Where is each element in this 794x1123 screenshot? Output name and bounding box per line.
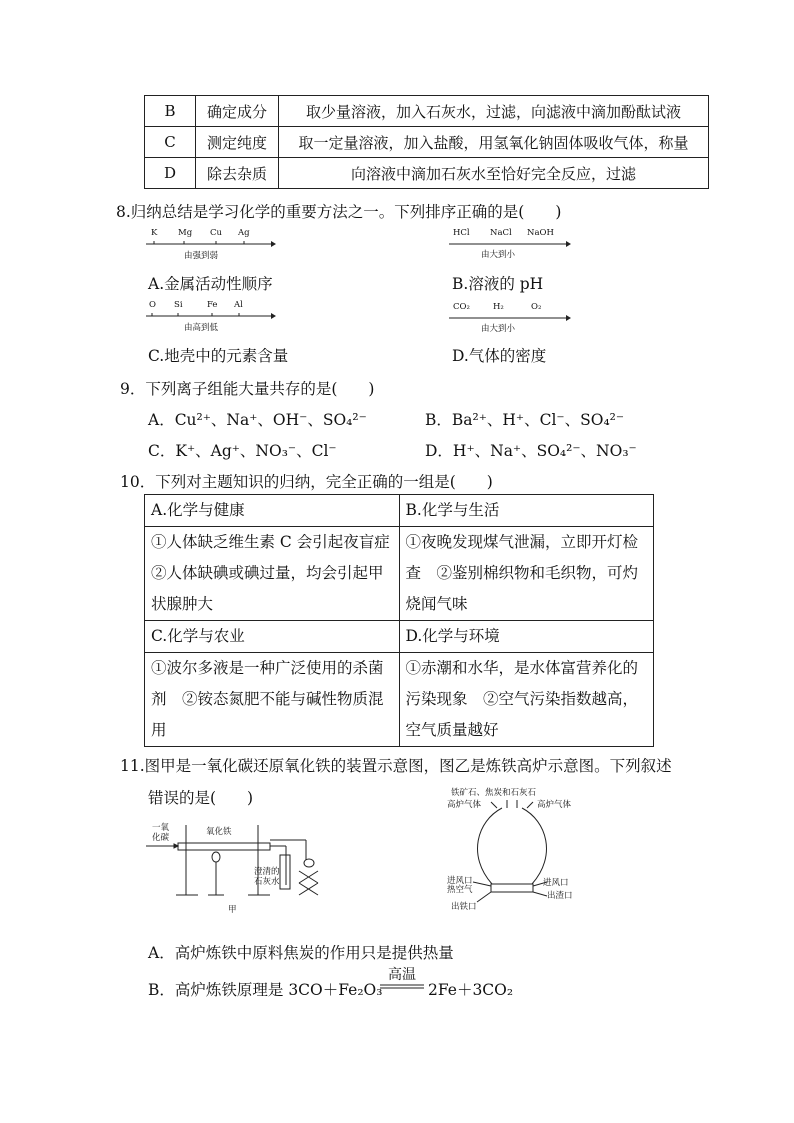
table-cell: ①人体缺乏维生素 C 会引起夜盲症②人体缺碘或碘过量，均会引起甲状腺肿大 (145, 527, 400, 621)
option-11a: A．高炉炼铁中原料焦炭的作用只是提供热量 (148, 944, 454, 962)
figure-label: 热空气 (447, 885, 473, 895)
figure-blast-furnace (447, 786, 607, 914)
figure-label: 氧化铁 (206, 827, 232, 837)
scale-item: Al (234, 300, 243, 310)
scale-caption: 由大到小 (481, 250, 516, 260)
table-cell: B.化学与生活 (399, 495, 654, 527)
scale-b (449, 228, 571, 262)
figure-label: 高炉气体 (447, 800, 482, 810)
scale-item: O₂ (531, 302, 542, 312)
table-cell: D (145, 158, 196, 189)
scale-item: K (151, 228, 158, 238)
question-11-stem: 11.图甲是一氧化碳还原氧化铁的装置示意图，图乙是炼铁高炉示意图。下列叙述 (120, 757, 672, 775)
table-cell: 除去杂质 (196, 158, 279, 189)
equation-condition: 高温 (388, 967, 416, 983)
table-cell: ①波尔多液是一种广泛使用的杀菌剂 ②铵态氮肥不能与碱性物质混用 (145, 653, 400, 747)
option-9b: B．Ba²⁺、H⁺、Cl⁻、SO₄²⁻ (425, 411, 625, 429)
table-cell: 取一定量溶液，加入盐酸，用氢氧化钠固体吸收气体，称量 (279, 127, 709, 158)
table-cell: ①夜晚发现煤气泄漏，立即开灯检查 ②鉴别棉织物和毛织物，可灼烧闻气味 (399, 527, 654, 621)
scale-caption: 由强到弱 (184, 251, 219, 261)
table-cell: 向溶液中滴加石灰水至恰好完全反应，过滤 (279, 158, 709, 189)
table-row (145, 158, 709, 189)
table-cell: 确定成分 (196, 96, 279, 127)
option-9c: C．K⁺、Ag⁺、NO₃⁻、Cl⁻ (148, 442, 337, 460)
scale-c (146, 300, 276, 334)
scale-arrow (146, 240, 276, 248)
figure-label: 石灰水 (254, 877, 280, 887)
table-row (145, 621, 654, 653)
figure-label: 铁矿石、焦炭和石灰石 (451, 788, 537, 798)
scale-arrow (146, 312, 276, 320)
option-9a: A．Cu²⁺、Na⁺、OH⁻、SO₄²⁻ (148, 411, 367, 429)
question-9-stem: 9．下列离子组能大量共存的是( ) (120, 380, 375, 398)
table-row (145, 527, 654, 621)
option-9d: D．H⁺、Na⁺、SO₄²⁻、NO₃⁻ (425, 442, 637, 460)
figure-co-reduction (146, 815, 336, 913)
furnace-drawing (447, 786, 607, 914)
scale-arrow (449, 314, 571, 322)
scale-caption: 由大到小 (481, 324, 516, 334)
equation-left: B．高炉炼铁原理是 3CO＋Fe₂O₃ (148, 981, 383, 999)
scale-item: Mg (178, 228, 193, 238)
scale-item: Cu (210, 228, 222, 238)
figure-label: 进风口 (447, 876, 473, 886)
scale-caption: 由高到低 (184, 323, 219, 333)
apparatus-drawing (146, 815, 336, 905)
equation-right: 2Fe＋3CO₂ (428, 981, 514, 999)
figure-caption: 甲 (228, 905, 237, 915)
scale-a (146, 228, 276, 262)
question-8-stem: 8.归纳总结是学习化学的重要方法之一。下列排序正确的是( ) (116, 203, 562, 221)
figure-label: 一氧 (152, 823, 170, 833)
scale-item: NaOH (527, 228, 554, 238)
topic-table (144, 494, 654, 747)
equation-arrow (380, 984, 424, 990)
table-row (145, 495, 654, 527)
figure-label: 化碳 (152, 833, 170, 843)
table-cell: C.化学与农业 (145, 621, 400, 653)
option-8a: A.金属活动性顺序 (148, 275, 273, 293)
scale-arrow (449, 240, 571, 248)
table-row (145, 96, 709, 127)
option-8d: D.气体的密度 (452, 347, 547, 365)
question-11-stem-2: 错误的是( ) (148, 789, 254, 807)
scale-item: Ag (238, 228, 250, 238)
figure-label: 高炉气体 (537, 800, 572, 810)
scale-item: Fe (207, 300, 218, 310)
figure-label: 澄清的 (254, 867, 280, 877)
figure-label: 进风口 (543, 878, 569, 888)
scale-d (449, 302, 571, 336)
scale-item: CO₂ (453, 302, 470, 312)
scale-item: Si (174, 300, 183, 310)
figure-label: 出铁口 (451, 902, 477, 912)
table-cell: C (145, 127, 196, 158)
table-cell: D.化学与环境 (399, 621, 654, 653)
scale-item: NaCl (490, 228, 512, 238)
option-8c: C.地壳中的元素含量 (148, 347, 289, 365)
table-cell: ①赤潮和水华，是水体富营养化的污染现象 ②空气污染指数越高，空气质量越好 (399, 653, 654, 747)
scale-item: HCl (453, 228, 470, 238)
table-row (145, 127, 709, 158)
table-cell: 测定纯度 (196, 127, 279, 158)
answer-table (144, 95, 709, 189)
table-cell: B (145, 96, 196, 127)
option-8b: B.溶液的 pH (452, 275, 544, 293)
scale-item: O (149, 300, 156, 310)
table-cell: 取少量溶液，加入石灰水，过滤，向滤液中滴加酚酞试液 (279, 96, 709, 127)
question-10-stem: 10．下列对主题知识的归纳，完全正确的一组是( ) (120, 473, 493, 491)
table-cell: A.化学与健康 (145, 495, 400, 527)
scale-item: H₂ (493, 302, 504, 312)
figure-label: 出渣口 (547, 891, 573, 901)
table-row (145, 653, 654, 747)
